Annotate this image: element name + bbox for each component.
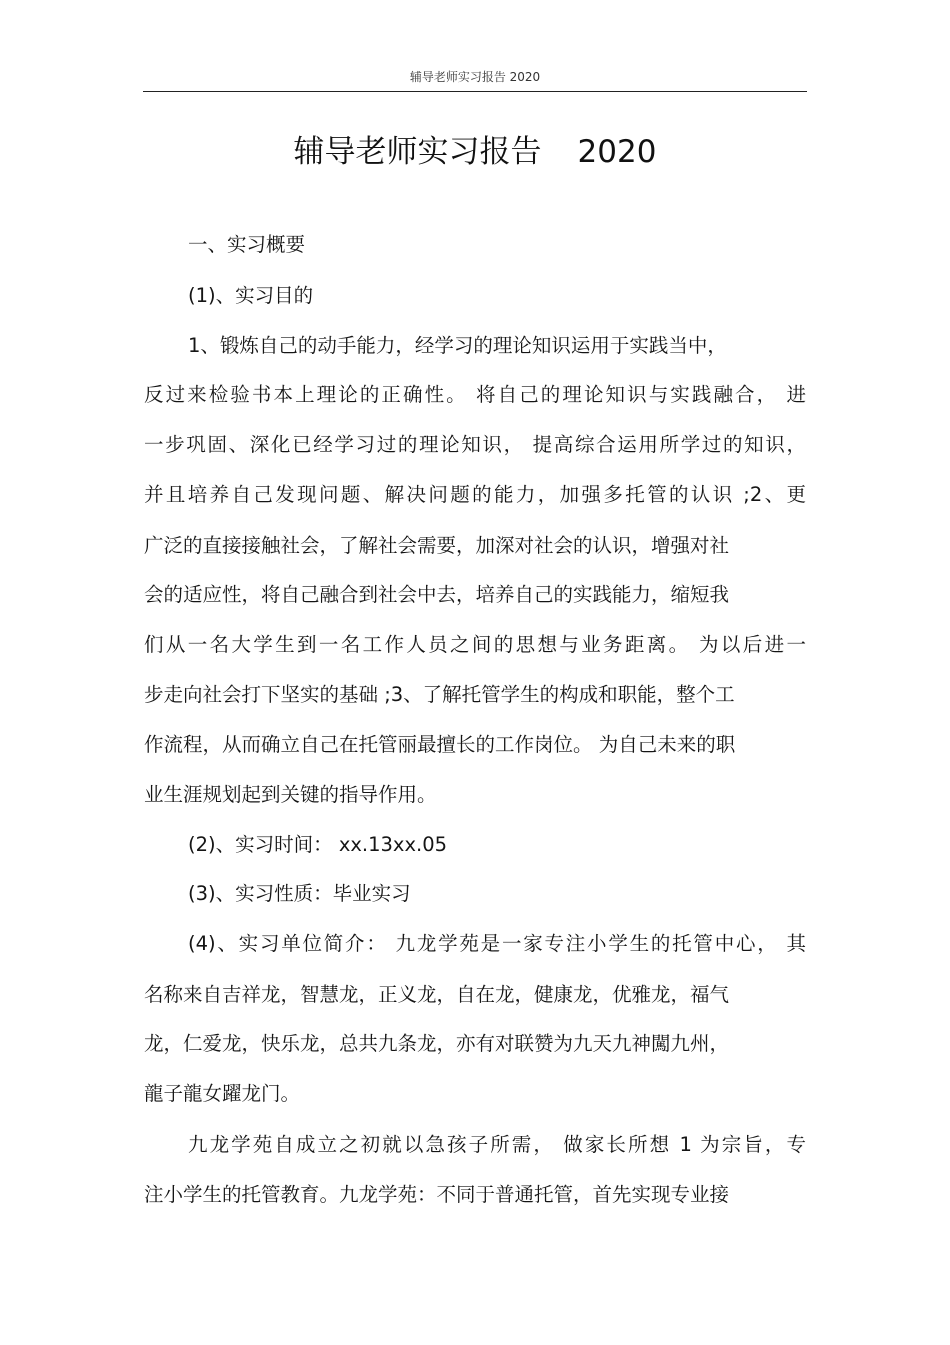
body-line: 步走向社会打下坚实的基础 ;3、了解托管学生的构成和职能，整个工 (144, 683, 735, 706)
section-heading: 一、实习概要 (188, 233, 306, 256)
running-header: 辅导老师实习报告 2020 (409, 70, 541, 84)
body-line: 1、锻炼自己的动手能力，经学习的理论知识运用于实践当中， (188, 334, 727, 357)
body-line: 一步巩固、深化已经学习过的理论知识， 提高综合运用所学过的知识， (144, 433, 806, 456)
body-line: 广泛的直接接触社会，了解社会需要，加深对社会的认识，增强对社 (144, 534, 730, 557)
body-line: 业生涯规划起到关键的指导作用。 (144, 783, 437, 806)
header-divider (143, 91, 807, 92)
body-line: 并且培养自己发现问题、解决问题的能力，加强多托管的认识 ;2、更 (144, 483, 806, 506)
body-line: 名称来自吉祥龙，智慧龙，正义龙，自在龙，健康龙，优雅龙，福气 (144, 983, 730, 1006)
subsection-heading: (2)、实习时间： xx.13xx.05 (188, 833, 448, 856)
body-line: 会的适应性，将自己融合到社会中去，培养自己的实践能力，缩短我 (144, 583, 730, 606)
title-year: 2020 (577, 134, 657, 170)
document-title (0, 126, 950, 171)
subsection-heading: (1)、实习目的 (188, 284, 314, 307)
title-text: 辅导老师实习报告 (293, 134, 542, 170)
body-line: 龙，仁爱龙，快乐龙，总共九条龙，亦有对联赞为九天九神闖九州， (144, 1032, 730, 1055)
body-line: 龍子龍女躍龙门。 (144, 1082, 301, 1105)
subsection-heading: (4)、实习单位简介： 九龙学苑是一家专注小学生的托管中心， 其 (188, 932, 806, 955)
body-line: 九龙学苑自成立之初就以急孩子所需， 做家长所想 1 为宗旨，专 (188, 1133, 806, 1156)
body-line: 反过来检验书本上理论的正确性。 将自己的理论知识与实践融合， 进 (144, 383, 806, 406)
body-line: 作流程，从而确立自己在托管丽最擅长的工作岗位。 为自己未来的职 (144, 733, 736, 756)
body-line: 注小学生的托管教育。九龙学苑：不同于普通托管，首先实现专业接 (144, 1183, 730, 1206)
body-line: 们从一名大学生到一名工作人员之间的思想与业务距离。 为以后进一 (144, 633, 806, 656)
subsection-heading: (3)、实习性质：毕业实习 (188, 882, 411, 905)
